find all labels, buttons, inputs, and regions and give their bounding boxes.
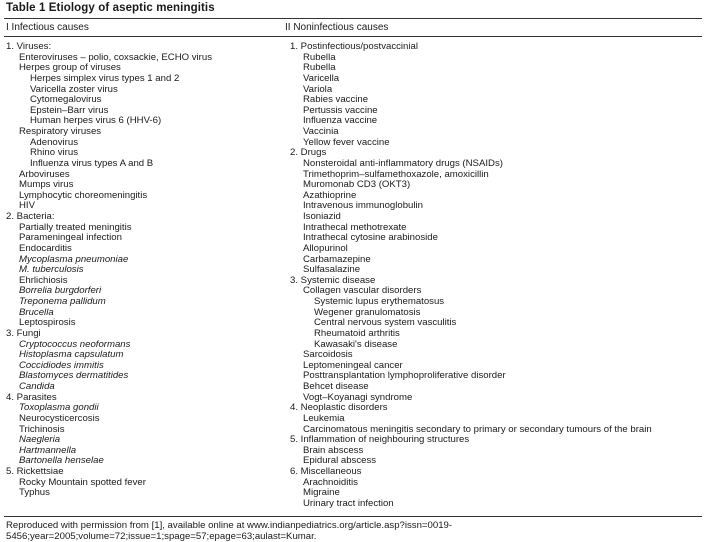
list-item: Posttransplantation lymphoproliferative disorder: [303, 370, 506, 382]
list-item: Azathioprine: [303, 189, 357, 201]
list-item: Rabies vaccine: [303, 94, 369, 106]
list-item: Trichinosis: [19, 423, 65, 435]
list-item: Arachnoiditis: [303, 476, 358, 488]
list-item: Ehrlichiosis: [19, 274, 68, 286]
list-item: Yellow fever vaccine: [303, 136, 390, 148]
noninfectious-causes-column: [290, 42, 710, 510]
header-rule: [4, 36, 702, 37]
list-item: Wegener granulomatosis: [314, 306, 421, 318]
list-item: Typhus: [19, 487, 50, 499]
list-item: Vaccinia: [303, 126, 339, 137]
list-item: Isoniazid: [303, 211, 341, 222]
list-item: Pertussis vaccine: [303, 104, 378, 116]
list-item: Lymphocytic choreomeningitis: [19, 189, 148, 201]
list-item: Central nervous system vasculitis: [314, 317, 457, 329]
list-item: Candida: [19, 381, 55, 392]
list-item: Influenza virus types A and B: [30, 157, 154, 169]
list-item: Adenovirus: [30, 136, 78, 148]
list-item: Varicella zoster virus: [30, 83, 118, 95]
list-item: Cryptococcus neoformans: [19, 338, 131, 350]
list-item: Intrathecal cytosine arabinoside: [303, 232, 438, 244]
right-column-header: II Noninfectious causes: [285, 22, 389, 33]
list-item: Migraine: [303, 487, 340, 499]
list-item: Kawasaki's disease: [314, 338, 398, 350]
list-item: Influenza vaccine: [303, 115, 378, 127]
list-item: Vogt–Koyanagi syndrome: [303, 391, 413, 403]
list-item: Neurocysticercosis: [19, 412, 100, 424]
category-heading: 3. Systemic disease: [290, 274, 376, 286]
category-heading: 3. Fungi: [6, 327, 41, 339]
list-item: Leptospirosis: [19, 317, 76, 329]
table-footnote: Reproduced with permission from [1], available online at www.indianpediatrics.org/article.asp?issn=0019-5456;year=2005;volume=72;issue=1;spage=57;epage=63;aulast=Kumar.: [6, 520, 453, 542]
category-heading: 1. Viruses:: [6, 41, 52, 52]
list-item: Rubella: [303, 62, 336, 74]
list-item: Brain abscess: [303, 444, 364, 456]
list-item: Endocarditis: [19, 242, 72, 254]
list-item: Rheumatoid arthritis: [314, 327, 400, 339]
list-item: Rocky Mountain spotted fever: [19, 476, 146, 488]
list-item: Bartonella henselae: [19, 455, 104, 467]
bottom-rule: [4, 516, 702, 517]
list-item: Arboviruses: [19, 168, 70, 180]
list-item: Parameningeal infection: [19, 232, 122, 244]
left-column-header: I Infectious causes: [6, 22, 89, 33]
list-item: Leukemia: [303, 412, 345, 424]
category-heading: 6. Miscellaneous: [290, 466, 362, 477]
list-item: Carbamazepine: [303, 253, 371, 265]
category-heading: 4. Neoplastic disorders: [290, 402, 388, 414]
list-item: Rhino virus: [30, 147, 78, 159]
infectious-causes-column: [6, 42, 276, 499]
list-item: Mycoplasma pneumoniae: [19, 253, 129, 265]
list-item: Allopurinol: [303, 242, 348, 254]
category-heading: 2. Bacteria:: [6, 211, 55, 222]
list-item: Toxoplasma gondii: [19, 402, 99, 414]
list-item: Naegleria: [19, 434, 61, 446]
list-item: Rubella: [303, 51, 336, 63]
list-item: Herpes group of viruses: [19, 62, 121, 74]
list-item: Variola: [303, 83, 333, 95]
list-item: Epidural abscess: [303, 455, 377, 467]
list-item: Sarcoidosis: [303, 349, 353, 361]
list-item: Sulfasalazine: [303, 264, 361, 276]
list-item: Intravenous immunoglobulin: [303, 200, 423, 212]
list-item: Urinary tract infection: [303, 497, 394, 509]
list-item: Borrelia burgdorferi: [19, 285, 102, 297]
list-item: Coccidiodes immitis: [19, 359, 104, 371]
table-title: Table 1 Etiology of aseptic meningitis: [6, 2, 215, 14]
list-item: M. tuberculosis: [19, 264, 84, 276]
list-item: Partially treated meningitis: [19, 221, 132, 233]
list-item: Behcet disease: [303, 381, 369, 392]
list-item: Trimethoprim–sulfamethoxazole, amoxicillin: [303, 168, 489, 180]
category-heading: 1. Postinfectious/postvaccinial: [290, 41, 418, 52]
list-item: Treponema pallidum: [19, 296, 106, 307]
list-item: Respiratory viruses: [19, 126, 102, 137]
list-item: Cytomegalovirus: [30, 94, 102, 106]
top-rule: [4, 18, 702, 19]
list-item: Collagen vascular disorders: [303, 285, 422, 297]
list-item: Herpes simplex virus types 1 and 2: [30, 72, 180, 84]
list-item: Varicella: [303, 72, 340, 84]
category-heading: 5. Rickettsiae: [6, 466, 64, 477]
list-item: Muromonab CD3 (OKT3): [303, 179, 411, 191]
list-item: HIV: [19, 200, 35, 212]
category-heading: 4. Parasites: [6, 391, 57, 403]
list-item: Histoplasma capsulatum: [19, 349, 124, 361]
list-item: Brucella: [19, 306, 54, 318]
list-item: Hartmannella: [19, 444, 77, 456]
category-heading: 2. Drugs: [290, 147, 327, 159]
list-item: Enteroviruses – polio, coxsackie, ECHO virus: [19, 51, 213, 63]
list-item: Systemic lupus erythematosus: [314, 296, 445, 307]
list-item: Nonsteroidal anti-inflammatory drugs (NSAIDs): [303, 157, 503, 169]
category-heading: 5. Inflammation of neighbouring structures: [290, 434, 470, 446]
list-item: Carcinomatous meningitis secondary to primary or secondary tumours of the brain: [303, 423, 652, 435]
list-item: Intrathecal methotrexate: [303, 221, 407, 233]
list-item: Human herpes virus 6 (HHV-6): [30, 115, 162, 127]
list-item: Leptomeningeal cancer: [303, 359, 403, 371]
list-item: Epstein–Barr virus: [30, 104, 109, 116]
list-item: Blastomyces dermatitides: [19, 370, 129, 382]
list-item: Mumps virus: [19, 179, 74, 191]
